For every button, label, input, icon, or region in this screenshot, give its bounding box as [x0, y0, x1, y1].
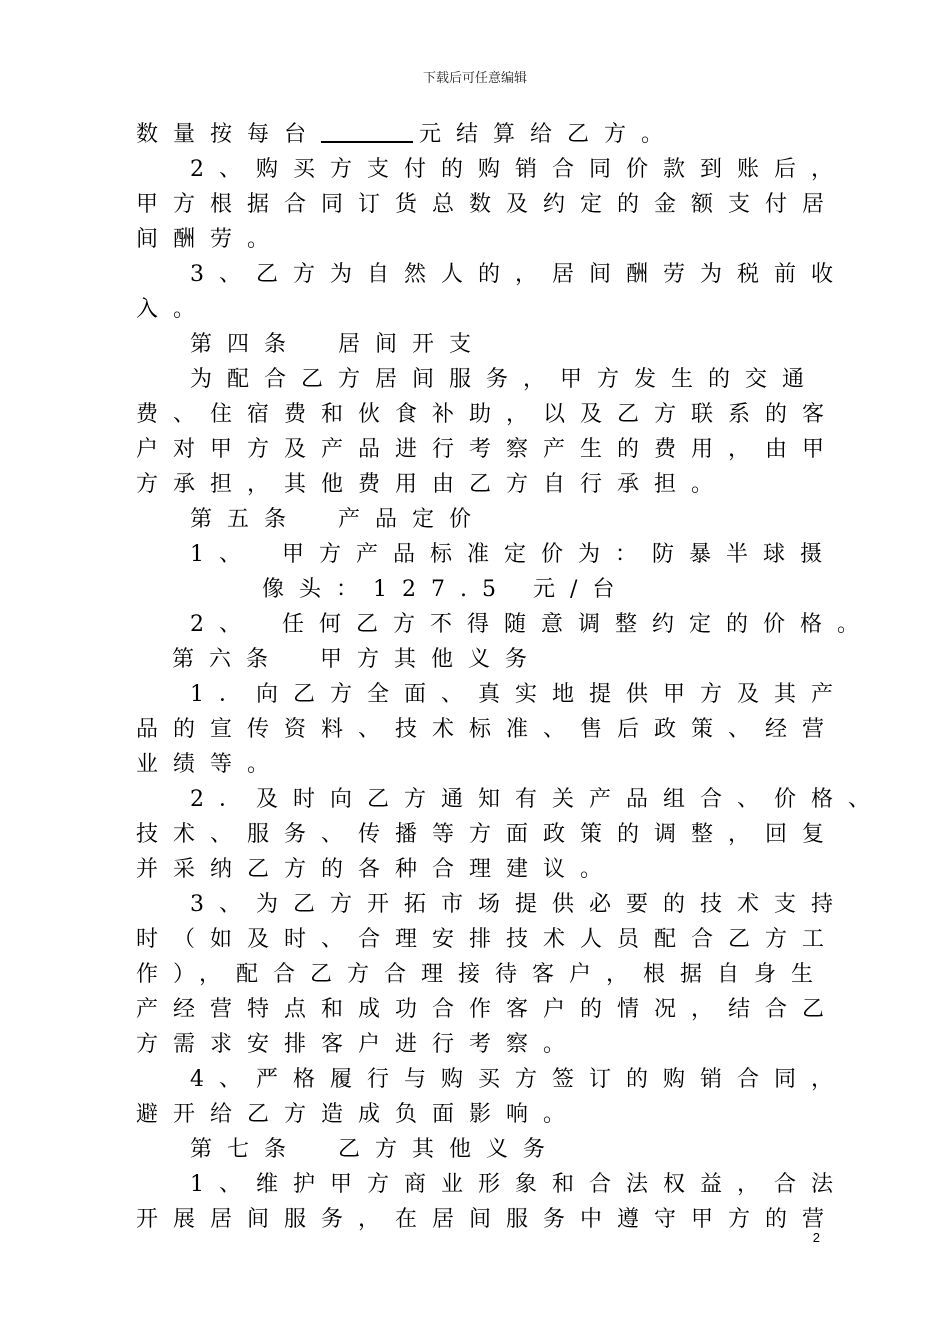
text-line: 费、住宿费和伙食补助，以及乙方联系的客: [136, 402, 840, 427]
text-line: 品的宣传资料、技术标准、售后政策、经营: [136, 717, 840, 742]
text-line: 产经营特点和成功合作客户的情况，结合乙: [136, 997, 840, 1022]
text-line: 开展居间服务，在居间服务中遵守甲方的营: [136, 1207, 840, 1232]
text-line: [136, 120, 678, 150]
text-line: 3、乙方为自然人的，居间酬劳为税前收: [190, 262, 848, 287]
page-number: 2: [812, 1230, 820, 1245]
text-line: 时（如及时、合理安排技术人员配合乙方工: [136, 927, 840, 952]
text-line: 3、为乙方开拓市场提供必要的技术支持: [190, 892, 848, 917]
text-line: 甲方根据合同订货总数及约定的金额支付居: [136, 192, 840, 217]
text-line: 1、 甲方产品标准定价为：防暴半球摄: [190, 542, 837, 567]
text-line: 避开给乙方造成负面影响。: [136, 1102, 581, 1127]
page-header: 下载后可任意编辑: [422, 71, 527, 86]
section-heading: 第七条 乙方其他义务: [190, 1137, 561, 1162]
text-line: 2、购买方支付的购销合同价款到账后，: [190, 157, 848, 182]
text-line: 方需求安排客户进行考察。: [136, 1032, 581, 1057]
text-line: 2、 任何乙方不得随意调整约定的价格。: [190, 612, 874, 637]
section-heading: 第四条 居间开支: [190, 332, 487, 357]
section-heading: 第六条 甲方其他义务: [172, 647, 543, 672]
text-line: 入。: [136, 297, 211, 322]
text-line: 并采纳乙方的各种合理建议。: [136, 857, 618, 882]
text-line: 1、维护甲方商业形象和合法权益，合法: [190, 1172, 848, 1197]
text-line: 间酬劳。: [136, 227, 285, 252]
text-line: 为配合乙方居间服务，甲方发生的交通: [190, 367, 820, 392]
text-line: 户对甲方及产品进行考察产生的费用，由甲: [136, 437, 840, 462]
text-line: 4、严格履行与购买方签订的购销合同，: [190, 1067, 848, 1092]
fill-in-blank: [321, 121, 413, 143]
text-line: 2．及时向乙方通知有关产品组合、价格、: [190, 787, 885, 812]
section-heading: 第五条 产品定价: [190, 507, 487, 532]
text-line: 方承担，其他费用由乙方自行承担。: [136, 472, 729, 497]
text-segment: 元结算给乙方。: [419, 122, 679, 147]
text-line: 作），配合乙方合理接待客户，根据自身生: [136, 962, 829, 987]
text-line: 业绩等。: [136, 752, 285, 777]
text-line: 1．向乙方全面、真实地提供甲方及其产: [190, 682, 848, 707]
text-line: 像头：127.5 元/台: [262, 577, 630, 602]
text-line: 技术、服务、传播等方面政策的调整，回复: [136, 822, 840, 847]
text-segment: 数量按每台: [136, 122, 322, 147]
